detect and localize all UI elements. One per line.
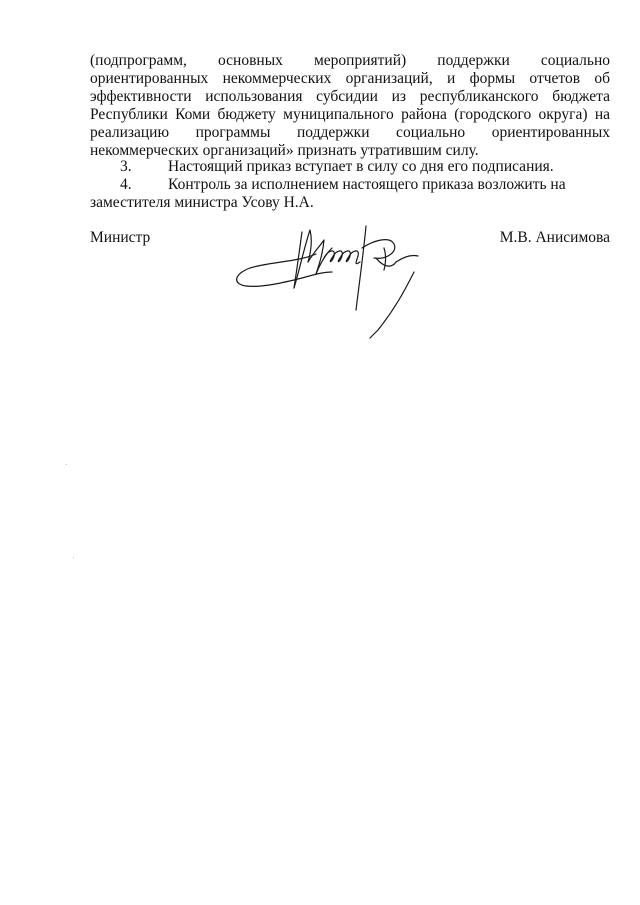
- item-3: [90, 158, 610, 176]
- scan-speck: [66, 464, 67, 465]
- item-4-text: Контроль за исполнением настоящего приказа возложить на: [168, 176, 566, 193]
- item-4-continuation: заместителя министра Усову Н.А.: [90, 194, 314, 211]
- item-4: [90, 176, 610, 194]
- item-4-number: 4.: [120, 176, 132, 193]
- signatory-name: М.В. Анисимова: [499, 229, 610, 246]
- body-line-5: реализацию программы поддержки социально ориентированных: [90, 124, 610, 141]
- signatory-position: Министр: [90, 229, 151, 246]
- scan-speck: [73, 557, 74, 558]
- body-line-4: Республики Коми бюджету муниципального района (городского округа) на: [90, 106, 610, 123]
- item-3-text: Настоящий приказ вступает в силу со дня его подписания.: [168, 158, 554, 175]
- handwritten-signature: [228, 218, 428, 343]
- body-line-2: ориентированных некоммерческих организаций, и формы отчетов об: [90, 70, 610, 87]
- item-3-number: 3.: [120, 158, 132, 175]
- body-line-3: эффективности использования субсидии из республиканского бюджета: [90, 88, 610, 105]
- body-line-1: (подпрограмм, основных мероприятий) поддержки социально: [90, 52, 610, 69]
- body-line-6: некоммерческих организаций» признать утратившим силу.: [90, 142, 479, 159]
